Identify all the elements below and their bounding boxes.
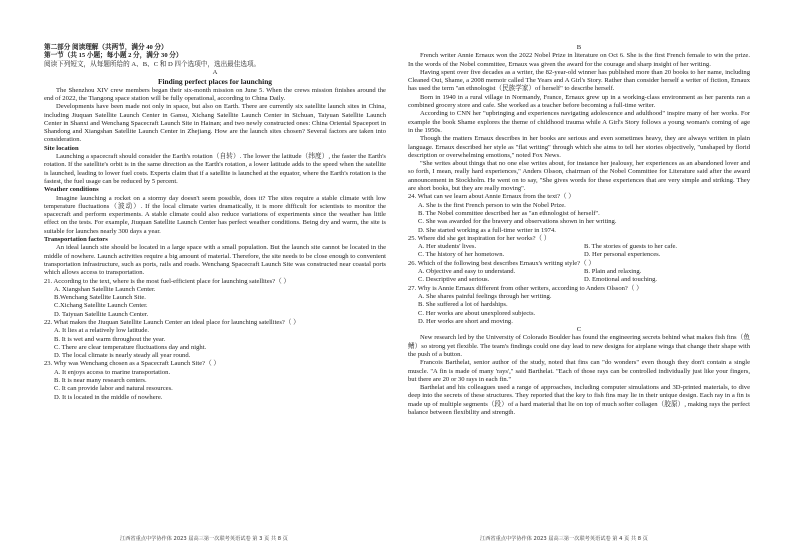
footer-left: 江西省重点中学协作体 2023 届高三第一次联考英语试卷 第 3 页 共 8 页 [120, 536, 288, 542]
part-title: 第二部分 阅读理解（共两节，满分 40 分） [44, 44, 168, 51]
option: A. Xiangshan Satellite Launch Center. [54, 285, 156, 293]
paragraph: Having spent over five decades as a writer, the 82-year-old winner has published more than 20 books to her name, including Cleaned Out, Shame, a 2008 memoir called The Years and A Girl's Story. Rather than consider herself a writer of fiction, Ernaux has used the term "an ethnologist（民族学家）of herself" to describe herself. [408, 68, 750, 93]
option-row [408, 251, 750, 259]
option: B. She suffered a lot of hardships. [418, 301, 508, 309]
option: A. Her students' lives. [418, 243, 477, 251]
option-row [408, 268, 750, 276]
paragraph: Imagine launching a rocket on a stormy day doesn't seem possible, does it? The sites require a stable climate with low temperature fluctuations（波动）. If the local climate varies dramatically, it is more difficult for scientists to monitor the spacecraft and perform experiments. A stable climate could also reduce variations of experiments since the weather has little effect on the tests. For example, Jiuquan Satellite Launch Center has perfect weather conditions. Being dry and warm, the site is suitable for launches nearly 300 days a year. [44, 194, 386, 235]
option: D. The local climate is nearly steady all year round. [54, 352, 191, 360]
question-21: 21. According to the text, where is the most fuel-efficient place for launching satellites?（ ） [44, 277, 290, 285]
right-column [408, 44, 750, 417]
option: C. She was awarded for the bravery and observations shown in her writing. [418, 218, 617, 226]
passage-c-letter: C [576, 326, 582, 334]
question-27: 27. Why is Annie Ernaux different from other writers, according to Anders Olsson?（ ） [408, 284, 643, 292]
paragraph: Born in 1940 in a rural village in Normandy, France, Ernaux grew up in a working-class environment as her parents ran a combined grocery store and cafe. She worked as a teacher before becoming a full-time writer. [408, 93, 750, 110]
option: A. It lies at a relatively low latitude. [54, 327, 150, 335]
option: B. The stories of guests to her cafe. [584, 243, 678, 251]
paragraph: New research led by the University of Colorado Boulder has found the engineering secrets behind what makes fish fins（鱼鳍）so strong yet flexible. The team's findings could one day lead to new designs for airplane wings that change their shape with the push of a button. [408, 334, 750, 358]
passage-a-letter: A [212, 68, 218, 76]
paragraph: The Shenzhou XIV crew members began their six-month mission on June 5. When the crews mission finishes around the end of 2022, the Tiangong space station will be fully operational, according to China Daily. [44, 86, 386, 102]
subheading-weather: Weather conditions [44, 186, 99, 194]
option: C.Xichang Satellite Launch Center. [54, 302, 148, 310]
option: C. Her works are about unexplored subjects. [418, 309, 536, 317]
option: A. Objective and easy to understand. [418, 268, 516, 276]
option-row [408, 276, 750, 284]
paragraph: "She writes about things that no one else writes about, for instance her jealousy, her experiences as an abandoned lover and so forth, I mean, really hard experiences," Anders Olsson, chairman of the Nobel Committee for Literature said after the award announcement in Stockholm. He went on to say, "She gives words for these experiences that are very simple and striking. They are short books, but they are really moving". [408, 160, 750, 193]
question-22: 22. What makes the Jiuquan Satellite Launch Center an ideal place for launching satellites?（ ） [44, 319, 300, 326]
option: C. The history of her hometown. [418, 251, 505, 259]
option: B. Plain and relaxing. [584, 268, 642, 276]
option: D. Taiyuan Satellite Launch Center. [54, 310, 149, 318]
paragraph: Launching a spacecraft should consider the Earth's rotation（自转）. The lower the latitude（纬度）, the faster the Earth's rotation. If the satellite's orbit is in the same direction as the Earth's rotation, a lower latitude adds to the speed when the satellite is launched, leading to lower fuel costs. Experts claim that if a satellite is launched at the equator, where the Earth's rotation is the fastest, the fuel usage can be reduced by 5 percent. [44, 153, 386, 185]
question-26: 26. Which of the following best describes Ernaux's writing style?（ ） [408, 259, 595, 267]
option: D. Her works are short and moving. [418, 317, 513, 325]
option: D. It is located in the middle of nowhere. [54, 393, 163, 401]
footer-right: 江西省重点中学协作体 2023 届高三第一次联考英语试卷 第 4 页 共 8 页 [480, 536, 648, 542]
option: B. The Nobel committee described her as "an ethnologist of herself". [418, 209, 600, 217]
subheading-site-location: Site location [44, 144, 79, 152]
option: C. It can provide labor and natural resources. [54, 385, 173, 393]
instruction: 阅读下列短文，从每题所给的 A、B、C 和 D 四个选项中，选出最佳选项。 [44, 60, 261, 68]
section-title: 第一节（共 15 小题；每小题 2 分，满分 30 分） [44, 52, 183, 60]
option: B. It is near many research centers. [54, 377, 147, 385]
paragraph: Developments have been made not only in space, but also on Earth. There are currently six satellite launch sites in China, including Jiuquan Satellite Launch Center in Gansu, Xichang Satellite Launch Center in Sichuan, Taiyuan Satellite Launch Center in Shanxi and Wenchang Spacecraft Launch Site in Hainan; and two newly constructed ones: China Oriental Spaceport in Shandong and Xiangshan Satellite Launch Center in Zhejiang. How are the launch sites chosen? Several factors are taken into consideration. [44, 103, 386, 144]
paragraph: Francois Barthelat, senior author of the study, noted that fins can "do wonders" even though they don't contain a single muscle. "A fin is made of many 'rays'," said Barthelat. "Each of those rays can be controlled individually just like your fingers, but there are 20 or 30 rays in each fin." [408, 359, 750, 383]
option: D. She started working as a full-time writer in 1974. [418, 226, 556, 234]
option: D. Emotional and touching. [584, 276, 658, 284]
paragraph: Though the matters Ernaux describes in her books are serious and even sometimes heavy, they are always written in plain language. Ernaux described her style as "flat writing" through which she aims to tell her stories objectively, "unshaped by florid description or overwhelming emotions," noted Fox News. [408, 135, 750, 159]
passage-a-title: Finding perfect places for launching [157, 77, 272, 87]
question-23: 23. Why was Wenchang chosen as a Spacecraft Launch Site?（ ） [44, 360, 220, 368]
option: B. It is wet and warm throughout the year. [54, 335, 166, 343]
question-25: 25. Where did she get inspiration for her works?（ ） [408, 234, 551, 242]
left-column [44, 44, 386, 402]
paragraph: Barthelat and his colleagues used a range of approaches, including computer simulations and 3D-printed materials, to dive deep into the secrets of these structures. They reported that the key to fish fins may lie in their unique design. Each ray in a fin is made up of multiple segments（段）of a hard material that lie on top of much softer collagen（胶原）, making rays the perfect balance between flexibility and strength. [408, 384, 750, 417]
option: B.Wenchang Satellite Launch Site. [54, 294, 146, 302]
option: C. There are clear temperature fluctuations day and night. [54, 343, 207, 351]
option: A. It enjoys access to marine transportation. [54, 368, 171, 376]
option: A. She shares painful feelings through her writing. [418, 292, 552, 300]
paragraph: French writer Annie Ernaux won the 2022 Nobel Prize in literature on Oct 6. She is the first French female to win the prize. In the words of the Nobel committee, Ernaux was given the award for the courage and sharp insight of her writing. [408, 52, 750, 68]
subheading-transportation: Transportation factors [44, 236, 108, 244]
passage-b-letter: B [576, 44, 582, 51]
paragraph: An ideal launch site should be located in a large space with a small population. But the launch site cannot be located in the middle of nowhere. Launch activities require a big amount of material. Therefore, the site needs to be close enough to convenient transportation infrastructure, such as ports, rails and roads. Wenchang Spacecraft Launch Site was constructed near coastal ports which allows access to transportation. [44, 244, 386, 277]
option: A. She is the first French person to win the Nobel Prize. [418, 201, 566, 209]
option: C. Descriptive and serious. [418, 276, 490, 284]
question-24: 24. What can we learn about Annie Ernaux from the text?（ ） [408, 193, 575, 201]
option-row [408, 243, 750, 251]
option: D. Her personal experiences. [584, 251, 661, 259]
paragraph: According to CNN her "upbringing and experiences navigating adolescence and adulthood" inspire many of her works. For example the book Shame explores the theme of childhood trauma while A Girl's Story follows a young woman's coming of age in the 1950s. [408, 110, 750, 134]
